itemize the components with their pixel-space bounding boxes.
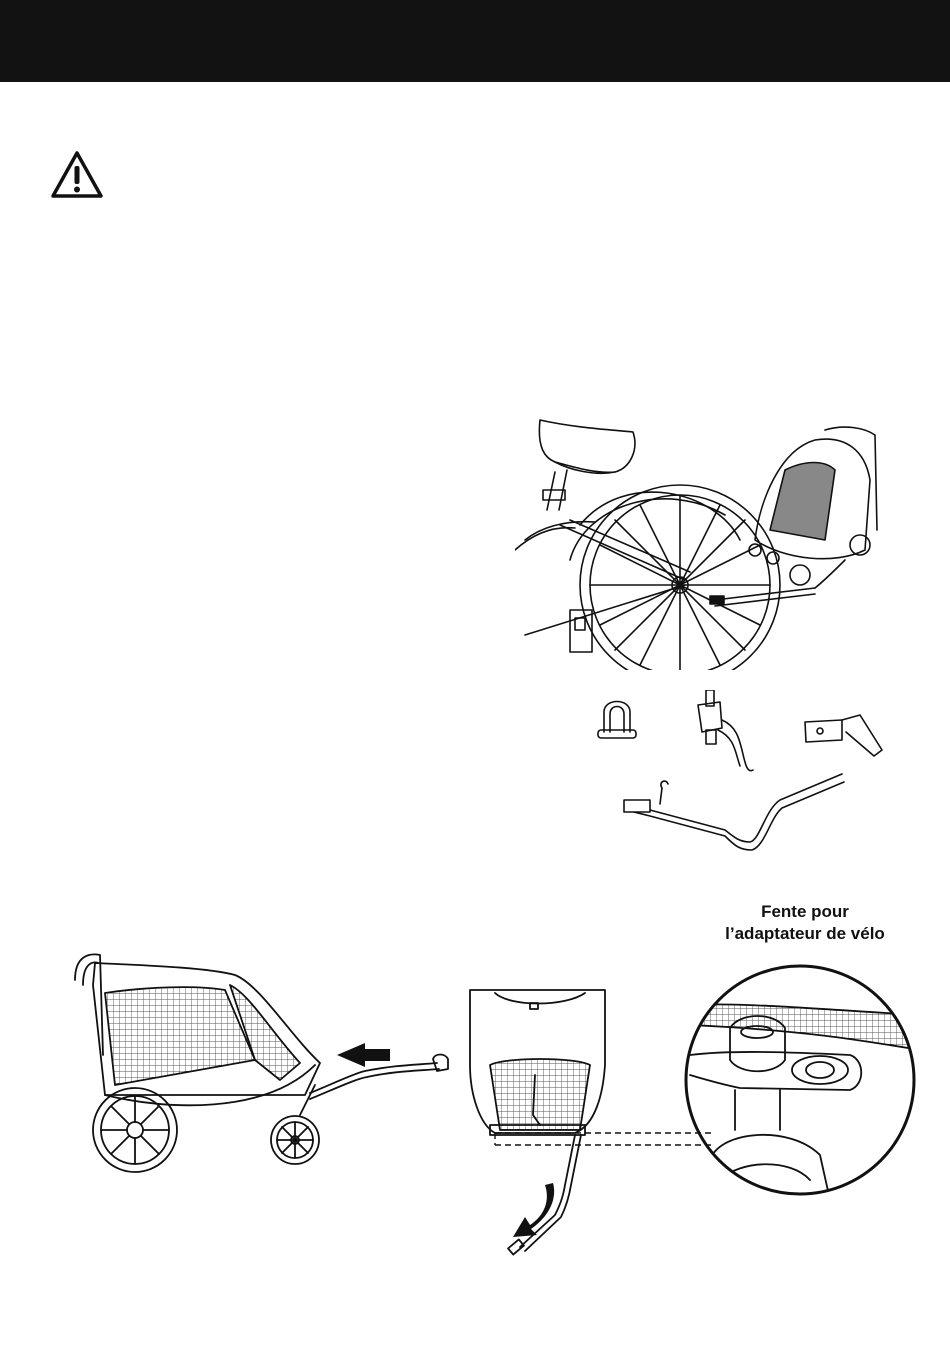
trailer-rear-illustration	[465, 985, 625, 1260]
bike-adapter-slot-label	[690, 901, 920, 945]
header-bar	[0, 0, 950, 82]
adapter-parts-illustration	[590, 690, 900, 860]
warning-triangle-icon	[50, 150, 104, 200]
callout-line-1: Fente pour	[761, 902, 849, 921]
slot-detail-zoom	[680, 960, 920, 1200]
trailer-side-illustration	[65, 945, 465, 1185]
bicycle-trailer-illustration	[515, 410, 895, 670]
callout-line-2: l’adaptateur de vélo	[725, 924, 885, 943]
